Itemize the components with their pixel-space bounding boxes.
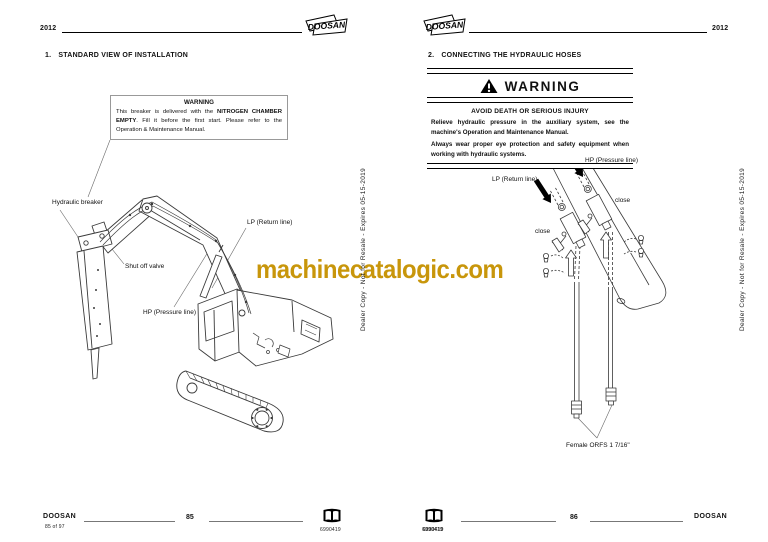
warning-subtitle: AVOID DEATH OR SERIOUS INJURY xyxy=(471,108,589,115)
hanging-hoses xyxy=(572,282,617,418)
warning-rule-bottom xyxy=(427,163,633,169)
dealer-copy-note-left: Dealer Copy - Not for Resale - Expires 05-15-2019 xyxy=(360,167,367,331)
elbow-pivot xyxy=(142,203,152,213)
doosan-logo-text: DOOSAN xyxy=(307,19,346,32)
warning-text-post: . Fill it before the first start. Please refer to the Operation & Maintenance Manual. xyxy=(116,117,282,133)
label-female-orfs: Female ORFS 1 7/16" xyxy=(566,442,630,449)
right-doc-code: 6990419 xyxy=(422,527,443,533)
left-page-number: 85 xyxy=(186,514,194,521)
track-assembly xyxy=(177,371,283,432)
label-close-upper: close xyxy=(615,197,631,204)
hydraulic-breaker-tool xyxy=(77,222,112,379)
doosan-logo-icon xyxy=(421,12,467,40)
warning-rule-mid xyxy=(427,97,633,103)
left-doc-code: 6990419 xyxy=(320,527,341,533)
warning-triangle-icon xyxy=(480,78,498,94)
label-shut-off-valve: Shut off valve xyxy=(125,263,165,270)
right-section-number: 2. xyxy=(428,52,435,59)
warning-paragraph-2: Always wear proper eye protection and safety equipment when working with hydraulic systems. xyxy=(431,141,629,158)
right-section-text: CONNECTING THE HYDRAULIC HOSES xyxy=(441,52,582,59)
dealer-copy-note-right: Dealer Copy - Not for Resale - Expires 05-15-2019 xyxy=(739,167,746,331)
label-close-lower: close xyxy=(535,228,551,235)
warning-header xyxy=(427,74,633,97)
left-header-year: 2012 xyxy=(40,25,57,32)
book-icon xyxy=(322,507,342,524)
label-lp-return-line: LP (Return line) xyxy=(492,176,538,183)
nitrogen-warning-box xyxy=(110,95,288,140)
left-section-text: STANDARD VIEW OF INSTALLATION xyxy=(58,52,189,59)
warning-box-title: WARNING xyxy=(184,99,214,106)
hydraulic-warning-box xyxy=(427,68,633,169)
left-header-rule xyxy=(62,32,302,33)
excavator-diagram xyxy=(40,140,360,485)
doosan-logo-text: DOOSAN xyxy=(425,19,464,32)
left-footer-rule-2 xyxy=(209,521,303,522)
hose-connection-diagram xyxy=(440,150,740,460)
left-section-title xyxy=(45,52,188,59)
label-hydraulic-breaker: Hydraulic breaker xyxy=(52,199,103,206)
left-section-number: 1. xyxy=(45,52,52,59)
watermark: machinecatalogic.com xyxy=(256,254,504,284)
label-hp-pressure-line: HP (Pressure line) xyxy=(585,157,638,164)
right-footer-rule-2 xyxy=(590,521,683,522)
right-header-rule xyxy=(469,32,707,33)
book-icon xyxy=(424,507,444,524)
doosan-logo-icon xyxy=(303,12,349,40)
right-footer-rule-1 xyxy=(461,521,556,522)
right-footer-brand: DOOSAN xyxy=(694,513,728,520)
right-header-year: 2012 xyxy=(712,25,729,32)
warning-paragraph-1: Relieve hydraulic pressure in the auxiliary system, see the machine's Operation and Maintenance Manual. xyxy=(431,119,629,136)
left-footer-rule-1 xyxy=(84,521,175,522)
warning-text-pre: This breaker is delivered with the xyxy=(116,109,217,115)
left-footer-sheet-count: 85 of 97 xyxy=(45,524,65,530)
right-page-number: 86 xyxy=(570,514,578,521)
left-footer-brand: DOOSAN xyxy=(43,513,77,520)
label-hp-pressure-line: HP (Pressure line) xyxy=(143,309,196,316)
boom-foot-pin xyxy=(239,310,245,316)
right-section-title xyxy=(428,52,581,59)
warning-box-body xyxy=(116,108,282,135)
label-lp-return-line: LP (Return line) xyxy=(247,219,293,226)
warning-title: WARNING xyxy=(504,78,581,94)
warning-text-bold: NITROGEN CHAMBER EMPTY xyxy=(116,109,282,124)
fitting-leader-lines xyxy=(578,405,612,438)
